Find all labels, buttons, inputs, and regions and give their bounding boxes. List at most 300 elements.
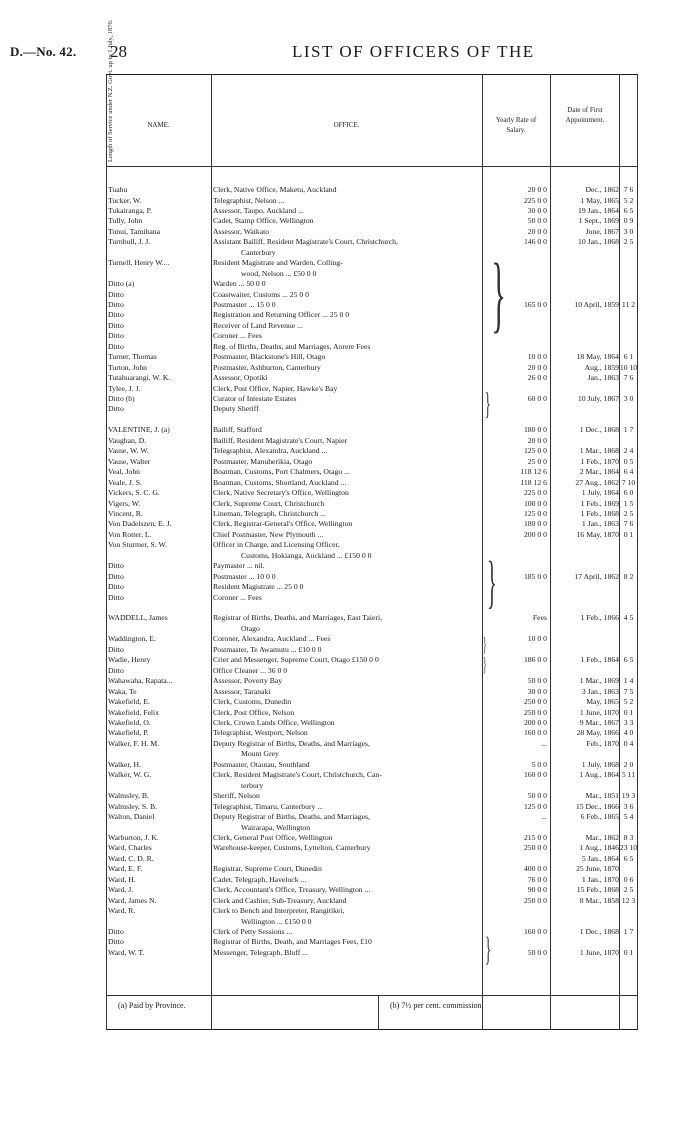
cell-date: 1 May, 1865	[580, 195, 619, 205]
cell-office: Clerk to Bench and Interpreter, Rangitikei,	[213, 906, 345, 916]
cell-office: Clerk, Accountant's Office, Treasury, Wellington ...	[213, 885, 371, 895]
cell-name: Ditto	[108, 644, 124, 654]
cell-office: Registration and Returning Officer ... 25 0 0	[213, 310, 350, 320]
cell-salary: 185 0 0	[523, 571, 547, 581]
brace-turnell: }	[491, 245, 506, 341]
table-row	[106, 519, 638, 529]
cell-salary: 165 0 0	[523, 299, 547, 309]
cell-length: 7 10	[621, 477, 636, 487]
cell-name: Walker, H.	[108, 759, 142, 769]
table-row	[106, 488, 638, 498]
cell-office: Clerk, Resident Magistrate's Court, Christchurch, Can-	[213, 770, 382, 780]
cell-date: 2 Mar., 1864	[579, 467, 619, 477]
cell-length: 0 1	[623, 707, 634, 717]
table-row	[106, 237, 638, 247]
cell-date: 10 July, 1867	[577, 394, 619, 403]
cell-name: Ward, C. D. R.	[108, 853, 154, 863]
cell-length: 19 3	[621, 791, 636, 801]
cell-name: Warburton, J. K.	[108, 832, 159, 842]
cell-office: Coroner ... Fees	[213, 331, 262, 341]
table-row	[106, 436, 638, 446]
table-row	[106, 269, 638, 279]
cell-salary: 200 0 0	[523, 718, 547, 727]
cell-office: Telegraphist, Timaru, Canterbury ...	[213, 801, 324, 811]
table-row	[106, 572, 638, 582]
cell-length: 3 0	[623, 394, 634, 403]
cell-name: Veal, John	[108, 467, 141, 477]
cell-office: Cadet, Telegraph, Havelock ...	[213, 874, 307, 884]
column-header-salary: Yearly Rate of Salary.	[495, 116, 537, 134]
cell-salary: 250 0 0	[523, 843, 547, 853]
cell-length: 23 10	[619, 843, 638, 853]
table-row	[106, 687, 638, 697]
cell-office: Assessor, Taupo, Auckland ...	[213, 205, 304, 215]
cell-salary: 50 0 0	[527, 947, 547, 957]
table-row	[106, 833, 638, 843]
table-row	[106, 540, 638, 550]
cell-office: Crier and Messenger, Supreme Court, Otago £150 0 0	[213, 655, 379, 665]
cell-office: Clerk, Registrar-General's Office, Wellington	[213, 519, 353, 529]
table-row	[106, 812, 638, 822]
cell-date: 28 May, 1866	[576, 728, 619, 738]
cell-name: Ditto	[108, 592, 124, 602]
cell-name: Tylee, J. J.	[108, 383, 141, 393]
cell-salary: 5 0 0	[531, 759, 547, 769]
cell-length: 1 4	[623, 676, 634, 686]
cell-length: 3 3	[623, 718, 634, 727]
cell-salary: 160 0 0	[523, 927, 547, 936]
cell-office: Officer in Charge, and Licensing Officer,	[213, 540, 340, 550]
cell-office: Office Cleaner ... 36 0 0	[213, 665, 288, 675]
table-row	[106, 478, 638, 488]
cell-office: Reg. of Births, Deaths, and Marriages, Aorere Fees	[213, 341, 371, 351]
table-row	[106, 185, 638, 195]
page-number: 28	[110, 42, 127, 61]
cell-date: 1 Feb., 1868	[580, 508, 619, 518]
cell-name: Wakefield, O.	[108, 718, 151, 727]
cell-name: Wahawaha, Rapata...	[108, 676, 173, 686]
footnote-a: (a) Paid by Province.	[118, 1001, 186, 1010]
table-row	[106, 613, 638, 623]
cell-name: Ditto	[108, 320, 124, 330]
cell-salary: 20 0 0	[527, 226, 547, 236]
cell-office: Boatman, Customs, Port Chalmers, Otago ...	[213, 467, 350, 477]
cell-office: Coastwaiter, Customs ... 25 0 0	[213, 289, 309, 299]
table-row	[106, 864, 638, 874]
cell-office: Assessor, Waikato	[213, 226, 270, 236]
cell-office: Postmaster, Te Awamutu ... £10 0 0	[213, 644, 322, 654]
table-row	[106, 310, 638, 320]
table-row	[106, 854, 638, 864]
cell-salary: 225 0 0	[523, 195, 547, 205]
cell-salary: 25 0 0	[527, 456, 547, 466]
table-row	[106, 948, 638, 958]
cell-office: Registrar of Births, Death, and Marriages Fees, £10	[213, 937, 372, 947]
cell-name: Ditto	[108, 404, 124, 414]
cell-name: Veale, J. S.	[108, 477, 142, 487]
cell-office: Postmaster ... 15 0 0	[213, 299, 276, 309]
cell-salary: 125 0 0	[523, 446, 547, 456]
cell-salary: 50 0 0	[527, 791, 547, 801]
cell-date: 16 May, 1870	[576, 529, 619, 539]
cell-name: Wakefield, E.	[108, 697, 150, 707]
table-row	[106, 728, 638, 738]
cell-office: Messenger, Telegraph, Bluff ...	[213, 947, 308, 957]
cell-salary: 20 0 0	[527, 435, 547, 445]
cell-date: 1 June, 1870	[579, 947, 619, 957]
cell-office: Telegraphist, Nelson ...	[213, 195, 285, 205]
cell-salary: 90 0 0	[527, 885, 547, 895]
table-row	[106, 206, 638, 216]
cell-office: Resident Magistrate ... 25 0 0	[213, 582, 304, 592]
cell-date: 3 Jan., 1863	[581, 686, 619, 696]
cell-salary: 10 0 0	[527, 352, 547, 362]
cell-length: 1 7	[623, 927, 634, 936]
cell-office: Canterbury	[241, 247, 276, 257]
cell-name: Tully, John	[108, 216, 143, 226]
cell-date: 27 Aug., 1862	[575, 477, 619, 487]
brace-wadie: }	[482, 654, 487, 676]
cell-salary: ...	[541, 738, 547, 748]
table-row	[106, 718, 638, 728]
cell-name: Walmsley, B.	[108, 791, 149, 801]
cell-name: Vigers, W.	[108, 498, 141, 508]
cell-date: 17 April, 1862	[574, 571, 619, 581]
column-header-length: Length of Service under N.Z. Govt. up to 1 July, 1870.	[107, 19, 114, 162]
cell-length: 7 5	[623, 686, 634, 696]
cell-length: 1 7	[623, 425, 634, 435]
cell-salary: 100 0 0	[523, 498, 547, 508]
cell-office: Otago	[241, 623, 260, 633]
cell-name: Ditto	[108, 927, 124, 936]
table-row	[106, 394, 638, 404]
cell-office: Postmaster, Blackstone's Hill, Otago	[213, 352, 326, 362]
cell-length: 2 5	[623, 237, 634, 247]
table-row	[106, 404, 638, 414]
cell-office: Postmaster, Otautau, Southland	[213, 759, 310, 769]
cell-salary: 20 0 0	[527, 185, 547, 194]
table-row	[106, 708, 638, 718]
table-row	[106, 802, 638, 812]
cell-length: 8 3	[623, 832, 634, 842]
column-header-date: Date of First Appointment.	[565, 106, 605, 124]
table-row	[106, 791, 638, 801]
table-row	[106, 248, 638, 258]
table-row	[106, 843, 638, 853]
cell-length: 6 5	[623, 853, 634, 863]
cell-name: Vincent, R.	[108, 508, 143, 518]
cell-office: Postmaster ... 10 0 0	[213, 571, 276, 581]
cell-office: Telegraphist, Westport, Nelson	[213, 728, 308, 738]
cell-salary: 76 0 0	[527, 874, 547, 884]
cell-length: 6 0	[623, 488, 634, 497]
cell-length: 3 6	[623, 801, 634, 811]
cell-length: 6 4	[623, 467, 634, 477]
table-row	[106, 896, 638, 906]
cell-name: Tunui, Tamihana	[108, 226, 160, 236]
cell-name: Walton, Daniel	[108, 812, 155, 821]
cell-date: 10 Jan., 1868	[578, 237, 619, 247]
cell-salary: 10 0 0	[527, 634, 547, 644]
cell-name: Vickers, S. C. G.	[108, 488, 160, 497]
table-row	[106, 384, 638, 394]
cell-name: Turnell, Henry W....	[108, 258, 170, 268]
cell-office: Assessor, Poverty Bay	[213, 676, 283, 686]
table-row	[106, 927, 638, 937]
cell-date: 25 June, 1870	[576, 864, 619, 874]
cell-name: Ward, J.	[108, 885, 134, 895]
cell-office: Clerk, Supreme Court, Christchurch	[213, 498, 325, 508]
cell-office: Registrar of Births, Deaths, and Marriages, East Taieri,	[213, 613, 383, 623]
cell-office: Clerk, Post Office, Napier, Hawke's Bay	[213, 383, 338, 393]
cell-office: Assistant Bailiff, Resident Magistrate's Court, Christchurch,	[213, 237, 398, 247]
cell-date: June, 1867	[585, 226, 619, 236]
cell-date: 15 Dec., 1866	[575, 801, 619, 811]
cell-salary: 180 0 0	[523, 519, 547, 529]
cell-length: 3 0	[623, 226, 634, 236]
cell-office: Assessor, Opotiki	[213, 373, 268, 383]
cell-name: Walmsley, S. B.	[108, 801, 158, 811]
cell-date: 1 Feb., 1869	[580, 498, 619, 508]
cell-date: 1 Sept., 1869	[578, 216, 619, 226]
units-row	[106, 173, 638, 183]
cell-office: Sheriff, Nelson	[213, 791, 260, 801]
cell-salary: Fees	[532, 613, 547, 623]
cell-office: Lineman, Telegraph, Christchurch ...	[213, 508, 326, 518]
cell-date: 1 Aug., 1864	[579, 770, 619, 780]
table-row	[106, 331, 638, 341]
cell-salary: 160 0 0	[523, 728, 547, 738]
cell-office: wood, Nelson ... £50 0 0	[241, 268, 317, 278]
table-row	[106, 457, 638, 467]
cell-salary: 50 0 0	[527, 216, 547, 226]
table-row	[106, 697, 638, 707]
cell-office: Clerk, General Post Office, Wellington	[213, 832, 333, 842]
cell-date: 1 Aug., 1846	[579, 843, 619, 853]
cell-date: 1 Jan., 1863	[581, 519, 619, 529]
cell-name: Turner, Thomas	[108, 352, 157, 362]
cell-length: 10 10	[619, 362, 638, 372]
cell-office: Cadet, Stamp Office, Wellington	[213, 216, 314, 226]
cell-name: Ditto	[108, 341, 124, 351]
cell-office: Coroner ... Fees	[213, 592, 262, 602]
table-row	[106, 216, 638, 226]
cell-length: 0 4	[623, 738, 634, 748]
cell-length: 5 11	[621, 770, 636, 780]
cell-length: 12 3	[621, 895, 636, 905]
cell-date: 10 April, 1859	[574, 299, 619, 309]
cell-office: Bailiff, Stafford	[213, 425, 262, 435]
cell-office: Warehouse-keeper, Customs, Lyttelton, Canterbury	[213, 843, 371, 853]
cell-length: 6 5	[623, 655, 634, 665]
cell-date: Jan., 1863	[587, 373, 619, 383]
cell-office: Boatman, Customs, Shortland, Auckland ...	[213, 477, 347, 487]
table-row	[106, 373, 638, 383]
cell-name: Ward, H.	[108, 874, 136, 884]
footnote-b: (b) 7½ per cent. commission.	[390, 1001, 484, 1010]
cell-salary: ...	[541, 812, 547, 821]
cell-name: Vause, W. W.	[108, 446, 149, 456]
table-row	[106, 770, 638, 780]
table-row	[106, 551, 638, 561]
cell-office: terbury	[241, 780, 264, 790]
cell-name: Von Dadelszen, E. J.	[108, 519, 172, 529]
cell-length: 11 2	[621, 299, 636, 309]
table-row	[106, 781, 638, 791]
cell-length: 2 0	[623, 759, 634, 769]
cell-name: Waka, Te	[108, 686, 137, 696]
cell-date: 18 May, 1864	[576, 352, 619, 362]
cell-name: Ditto	[108, 561, 124, 571]
cell-name: Vaughan, D.	[108, 435, 147, 445]
cell-office: Receiver of Land Revenue ...	[213, 320, 303, 330]
cell-length: 6 5	[623, 205, 634, 215]
cell-date: Mar., 1851	[585, 791, 619, 801]
cell-salary: 20 0 0	[527, 362, 547, 372]
cell-office: Customs, Hokianga, Auckland ... £150 0 0	[241, 550, 372, 560]
cell-name: Turnbull, J. J.	[108, 237, 151, 247]
cell-name: Vause, Walter	[108, 456, 151, 466]
cell-length: 7 6	[623, 519, 634, 529]
cell-office: Postmaster, Manuherikia, Otago	[213, 456, 313, 466]
cell-salary: 160 0 0	[523, 770, 547, 780]
cell-office: Mount Grey	[241, 749, 279, 759]
cell-office: Bailiff, Resident Magistrate's Court, Napier	[213, 435, 348, 445]
cell-date: 15 Feb., 1868	[576, 885, 619, 895]
cell-length: 2 5	[623, 508, 634, 518]
cell-salary: 215 0 0	[523, 832, 547, 842]
cell-date: 9 Mar., 1867	[579, 718, 619, 727]
cell-name: Walker, F. H. M.	[108, 738, 160, 748]
table-row	[106, 363, 638, 373]
cell-date: 1 Jan., 1870	[581, 874, 619, 884]
brace-ward-r: }	[484, 931, 492, 968]
cell-office: Deputy Sheriff	[213, 404, 259, 414]
table-row	[106, 321, 638, 331]
brace-waddington: }	[482, 634, 487, 656]
cell-salary: 30 0 0	[527, 205, 547, 215]
table-row	[106, 937, 638, 947]
cell-name: Ward, Charles	[108, 843, 152, 853]
cell-salary: 250 0 0	[523, 697, 547, 707]
cell-name: Ditto (a)	[108, 279, 135, 288]
cell-length: 7 6	[623, 185, 634, 194]
cell-salary: 30 0 0	[527, 686, 547, 696]
cell-date: 1 July, 1868	[581, 759, 619, 769]
cell-name: Ditto	[108, 571, 124, 581]
table-row	[106, 342, 638, 352]
cell-length: 2 4	[623, 446, 634, 456]
cell-office: Clerk of Petty Sessions ...	[213, 927, 293, 936]
cell-salary: 60 0 0	[527, 394, 547, 403]
cell-length: 5 2	[623, 697, 634, 707]
table-row	[106, 624, 638, 634]
cell-salary: 125 0 0	[523, 508, 547, 518]
column-header-name: NAME.	[147, 121, 170, 129]
cell-length: 1 5	[623, 498, 634, 508]
cell-name: Ward, W. T.	[108, 947, 145, 957]
cell-salary: 50 0 0	[527, 676, 547, 686]
cell-name: Ditto	[108, 937, 124, 947]
cell-salary: 400 0 0	[523, 864, 547, 874]
cell-salary: 180 0 0	[523, 425, 547, 435]
cell-salary: 118 12 6	[520, 477, 547, 487]
table-row	[106, 666, 638, 676]
cell-office: Warden ... 50 0 0	[213, 279, 266, 288]
cell-date: 1 Dec., 1868	[579, 927, 619, 936]
cell-office: Chief Postmaster, New Plymouth ...	[213, 529, 324, 539]
cell-salary: 26 0 0	[527, 373, 547, 383]
cell-length: 0 5	[623, 456, 634, 466]
cell-length: 6 1	[623, 352, 634, 362]
cell-length: 0 1	[623, 529, 634, 539]
cell-salary: 250 0 0	[523, 707, 547, 717]
cell-length: 4 5	[623, 613, 634, 623]
cell-date: 1 June, 1870	[579, 707, 619, 717]
cell-date: 1 July, 1864	[581, 488, 619, 497]
cell-length: 4 0	[623, 728, 634, 738]
cell-name: Tukairanga, P.	[108, 205, 152, 215]
cell-name: Von Sturmer, S. W.	[108, 540, 167, 550]
cell-name: Ward, R.	[108, 906, 136, 916]
cell-date: May, 1865	[586, 697, 619, 707]
cell-length: 5 2	[623, 195, 634, 205]
cell-length: 5 4	[623, 812, 634, 821]
cell-salary: 200 0 0	[523, 529, 547, 539]
brace-von-sturmer: }	[487, 549, 497, 614]
cell-office: Assessor, Taranaki	[213, 686, 271, 696]
cell-date: 1 Mar., 1869	[579, 676, 619, 686]
cell-date: Mar., 1862	[585, 832, 619, 842]
table-row	[106, 258, 638, 268]
cell-name: Ditto	[108, 665, 124, 675]
table-row	[106, 593, 638, 603]
cell-date: 8 Mar., 1858	[579, 895, 619, 905]
cell-name: Ditto	[108, 582, 124, 592]
cell-office: Curator of Intestate Estates	[213, 394, 297, 403]
cell-office: Wellington ... £150 0 0	[241, 916, 312, 926]
cell-length: 8 2	[623, 571, 634, 581]
cell-date: Aug., 1859	[584, 362, 619, 372]
cell-office: Paymaster ... nil.	[213, 561, 265, 571]
cell-name: Ward, E. F.	[108, 864, 143, 874]
table-row	[106, 446, 638, 456]
table-row	[106, 603, 638, 613]
cell-length: 2 5	[623, 885, 634, 895]
page-title: LIST OF OFFICERS OF THE	[292, 42, 535, 61]
table-row	[106, 875, 638, 885]
cell-date: 1 Feb., 1866	[580, 613, 619, 623]
cell-office: Registrar, Supreme Court, Dunedin	[213, 864, 322, 874]
cell-name: Ditto	[108, 299, 124, 309]
cell-name: WADDELL, James	[108, 613, 168, 623]
cell-office: Wairarapa, Wellington	[241, 822, 311, 832]
cell-name: Ditto	[108, 331, 124, 341]
table-row	[106, 415, 638, 425]
table-row	[106, 499, 638, 509]
cell-salary: 250 0 0	[523, 895, 547, 905]
table-row	[106, 509, 638, 519]
cell-date: 6 Feb., 1865	[580, 812, 619, 821]
cell-name: Waddington, E.	[108, 634, 156, 644]
cell-salary: 118 12 6	[520, 467, 547, 477]
cell-name: Tucker, W.	[108, 195, 142, 205]
table-row	[106, 561, 638, 571]
cell-salary: 125 0 0	[523, 801, 547, 811]
cell-name: Wakefield, Felix	[108, 707, 160, 717]
table-row	[106, 760, 638, 770]
table-row	[106, 749, 638, 759]
